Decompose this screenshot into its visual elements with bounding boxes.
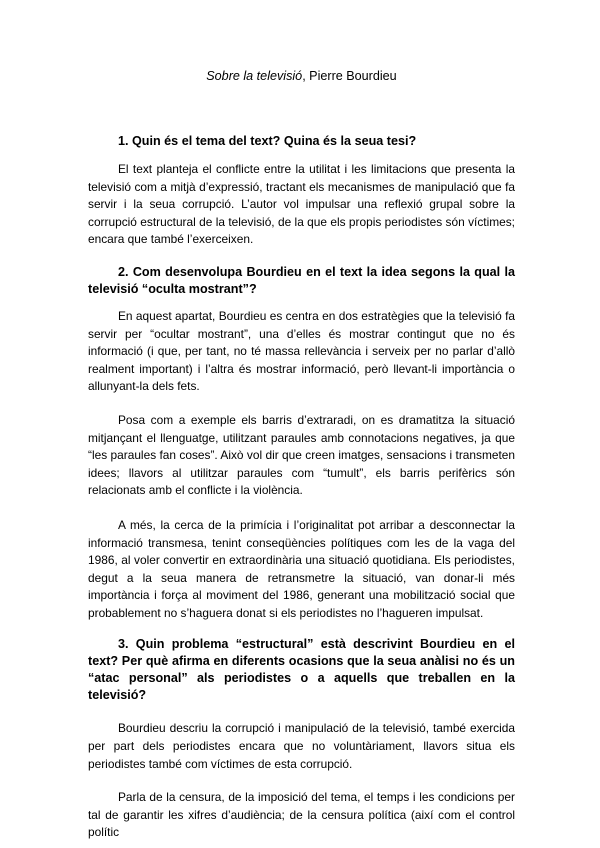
question-1-heading: 1. Quin és el tema del text? Quina és la seua tesi? bbox=[118, 134, 417, 148]
answer-1-paragraph-1: El text planteja el conflicte entre la utilitat i les limitacions que presenta la televisió com a mitjà d’expressió, tractant els mecanismes de manipulació que fa servir i la seua corrupció. L’autor vol impulsar una reflexió grupal sobre la corrupció estructural de la televisió, de la que els propis periodistes són víctimes; encara que també l’exerceixen. bbox=[88, 162, 515, 247]
question-2-heading: 2. Com desenvolupa Bourdieu en el text la idea segons la qual la televisió “oculta mostrant”? bbox=[88, 264, 515, 296]
answer-3-paragraph-1: Bourdieu descriu la corrupció i manipulació de la televisió, també exercida per part dels periodistes encara que no voluntàriament, llavors situa els periodistes també com víctimes de esta corrupció. bbox=[88, 721, 515, 771]
title-italic: Sobre la televisió bbox=[206, 69, 303, 83]
answer-3-paragraph-2: Parla de la censura, de la imposició del tema, el temps i les condicions per tal de garantir les xifres d’audiència; de la censura política (així com el control polític bbox=[88, 790, 515, 840]
title-author: , Pierre Bourdieu bbox=[302, 69, 397, 83]
answer-2-paragraph-2: Posa com a exemple els barris d’extraradi, on es dramatitza la situació mitjançant el llenguatge, utilitzant paraules amb connotacions negatives, ja que “les paraules fan coses”. Això vol dir que creen imatges, sensacions i transmeten idees; llavors al utilitzar paraules com “tumult”, els barris perifèrics són relacionats amb el conflicte i la violència. bbox=[88, 412, 515, 498]
answer-2-paragraph-3: A més, la cerca de la primícia i l’originalitat pot arribar a desconnectar la informació transmesa, tenint conseqüències polítiques com les de la vaga del 1986, al voler convertir en extraordinària una situació quotidiana. Els periodistes, degut a la seua manera de retransmetre la situació, van donar-li més importància i força al moviment del 1986, generant una mobilització social que probablement no s’haguera donat si els periodistes no l’hagueren impulsat. bbox=[88, 517, 515, 620]
question-3-heading: 3. Quin problema “estructural” està descrivint Bourdieu en el text? Per què afirma en diferents ocasions que la seua anàlisi no és un “atac personal” als periodistes o a aquells que treballen en la televisió? bbox=[88, 637, 515, 703]
document-title bbox=[88, 0, 515, 84]
answer-2-paragraph-1: En aquest apartat, Bourdieu es centra en dos estratègies que la televisió fa servir per “ocultar mostrant”, una d’elles és mostrar contingut que no és informació (i que, per tant, no té massa rellevància i serveix per no parlar d’allò realment important) i l’altra és mostrar informació, però llevant-li importància o allunyant-la dels fets. bbox=[88, 308, 515, 394]
